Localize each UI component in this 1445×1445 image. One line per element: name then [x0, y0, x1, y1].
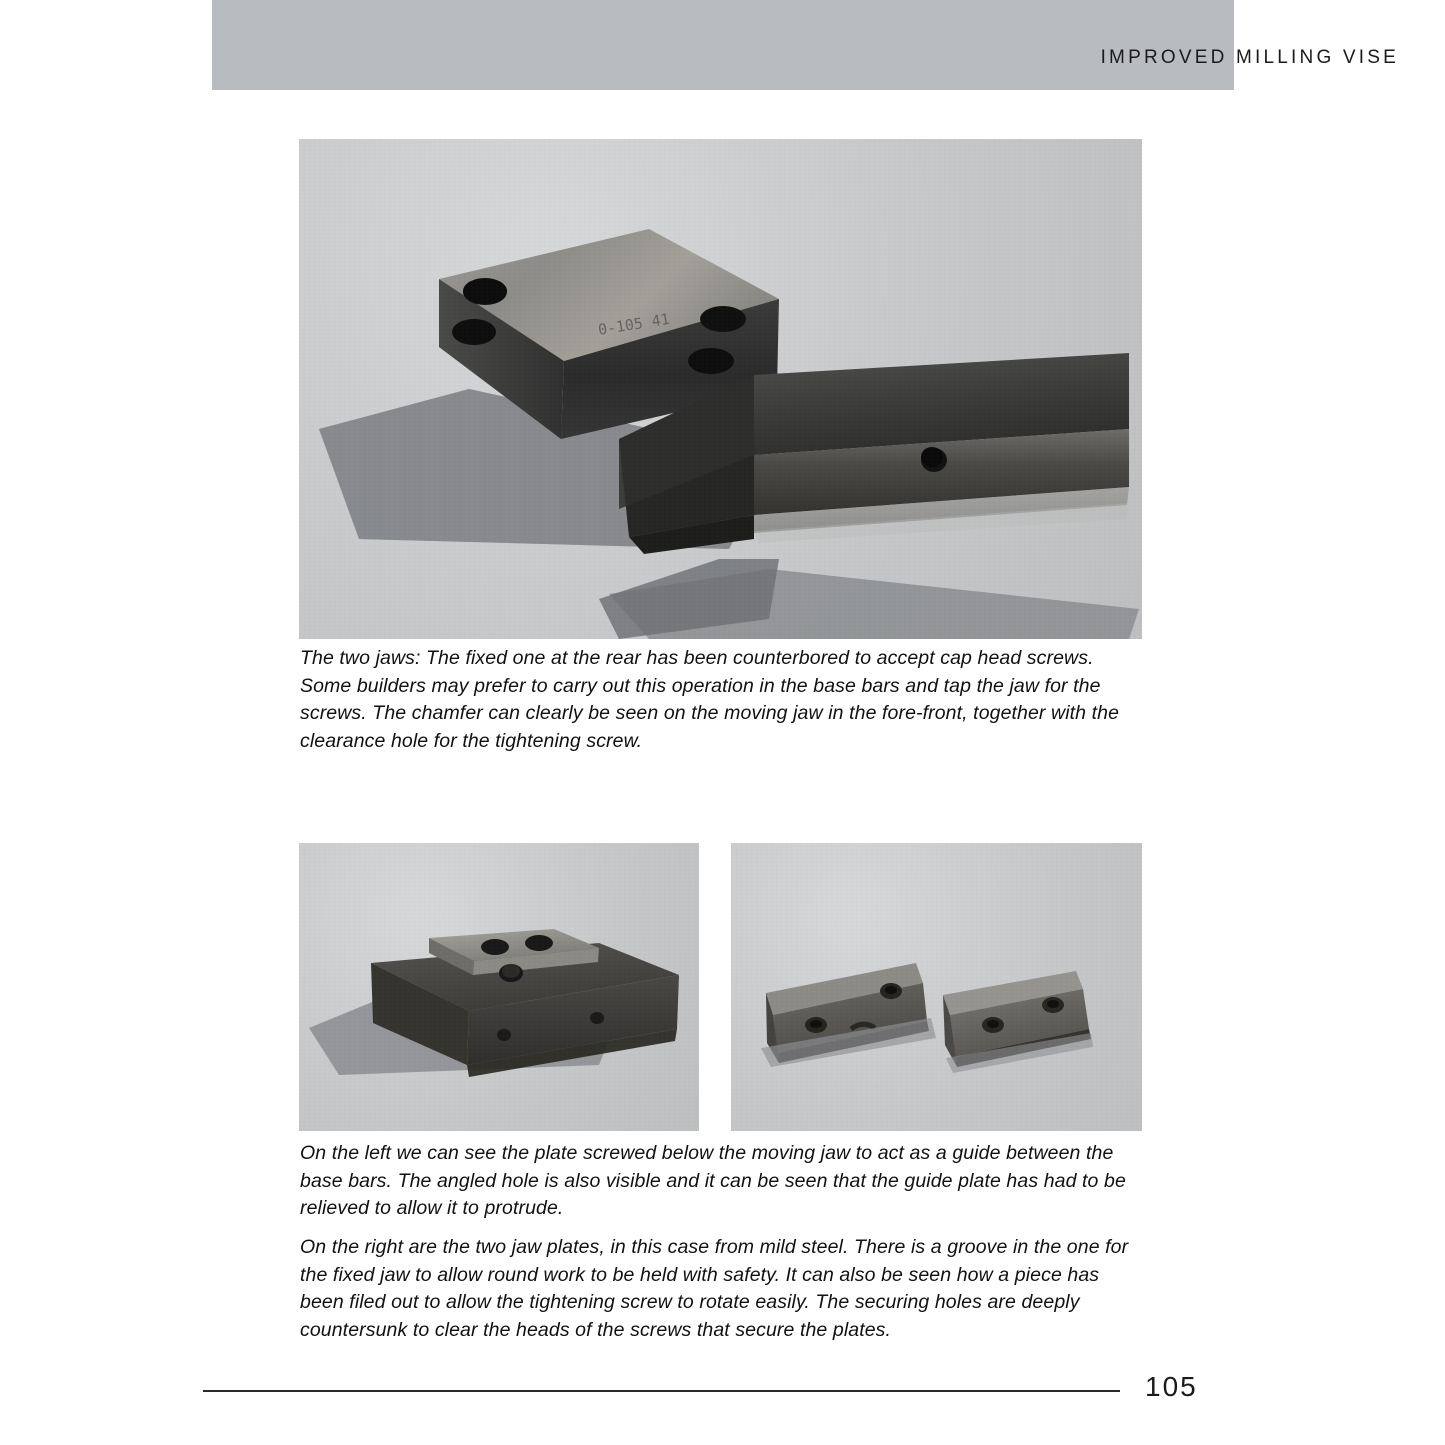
caption-top: The two jaws: The fixed one at the rear has been counterbored to accept cap head screws. Some builders may prefer to carry out this operation in the base bars and tap the jaw for the screws. The chamfer can clearly be seen on the moving jaw in the fore-front, together with the clearance hole for the tightening screw.: [300, 647, 1120, 752]
footer-rule: [203, 1390, 1120, 1392]
header-band: [212, 0, 1234, 90]
figure-jaw-plates: [731, 843, 1142, 1131]
page-header-title: IMPROVED MILLING VISE: [1100, 47, 1399, 68]
photo-grain: [299, 843, 699, 1131]
figure-guide-plate: [299, 843, 699, 1131]
svg-text:0-105 41: 0-105 41: [596, 309, 671, 339]
figure-two-jaws: [299, 139, 1142, 639]
photo-grain: [731, 843, 1142, 1131]
caption-bottom: On the right are the two jaw plates, in this case from mild steel. There is a groove in the one for the fixed jaw to allow round work to be held with safety. It can also be seen how a piece has been filed out to allow the tightening screw to rotate easily. The securing holes are deeply countersunk to clear the heads of the screws that secure the plates.: [300, 1236, 1129, 1341]
page-number: 105: [1145, 1371, 1198, 1402]
caption-middle: On the left we can see the plate screwed below the moving jaw to act as a guide between the base bars. The angled hole is also visible and it can be seen that the guide plate has had to be relieved to allow it to protrude.: [300, 1142, 1126, 1219]
photo-grain: [299, 139, 1142, 639]
